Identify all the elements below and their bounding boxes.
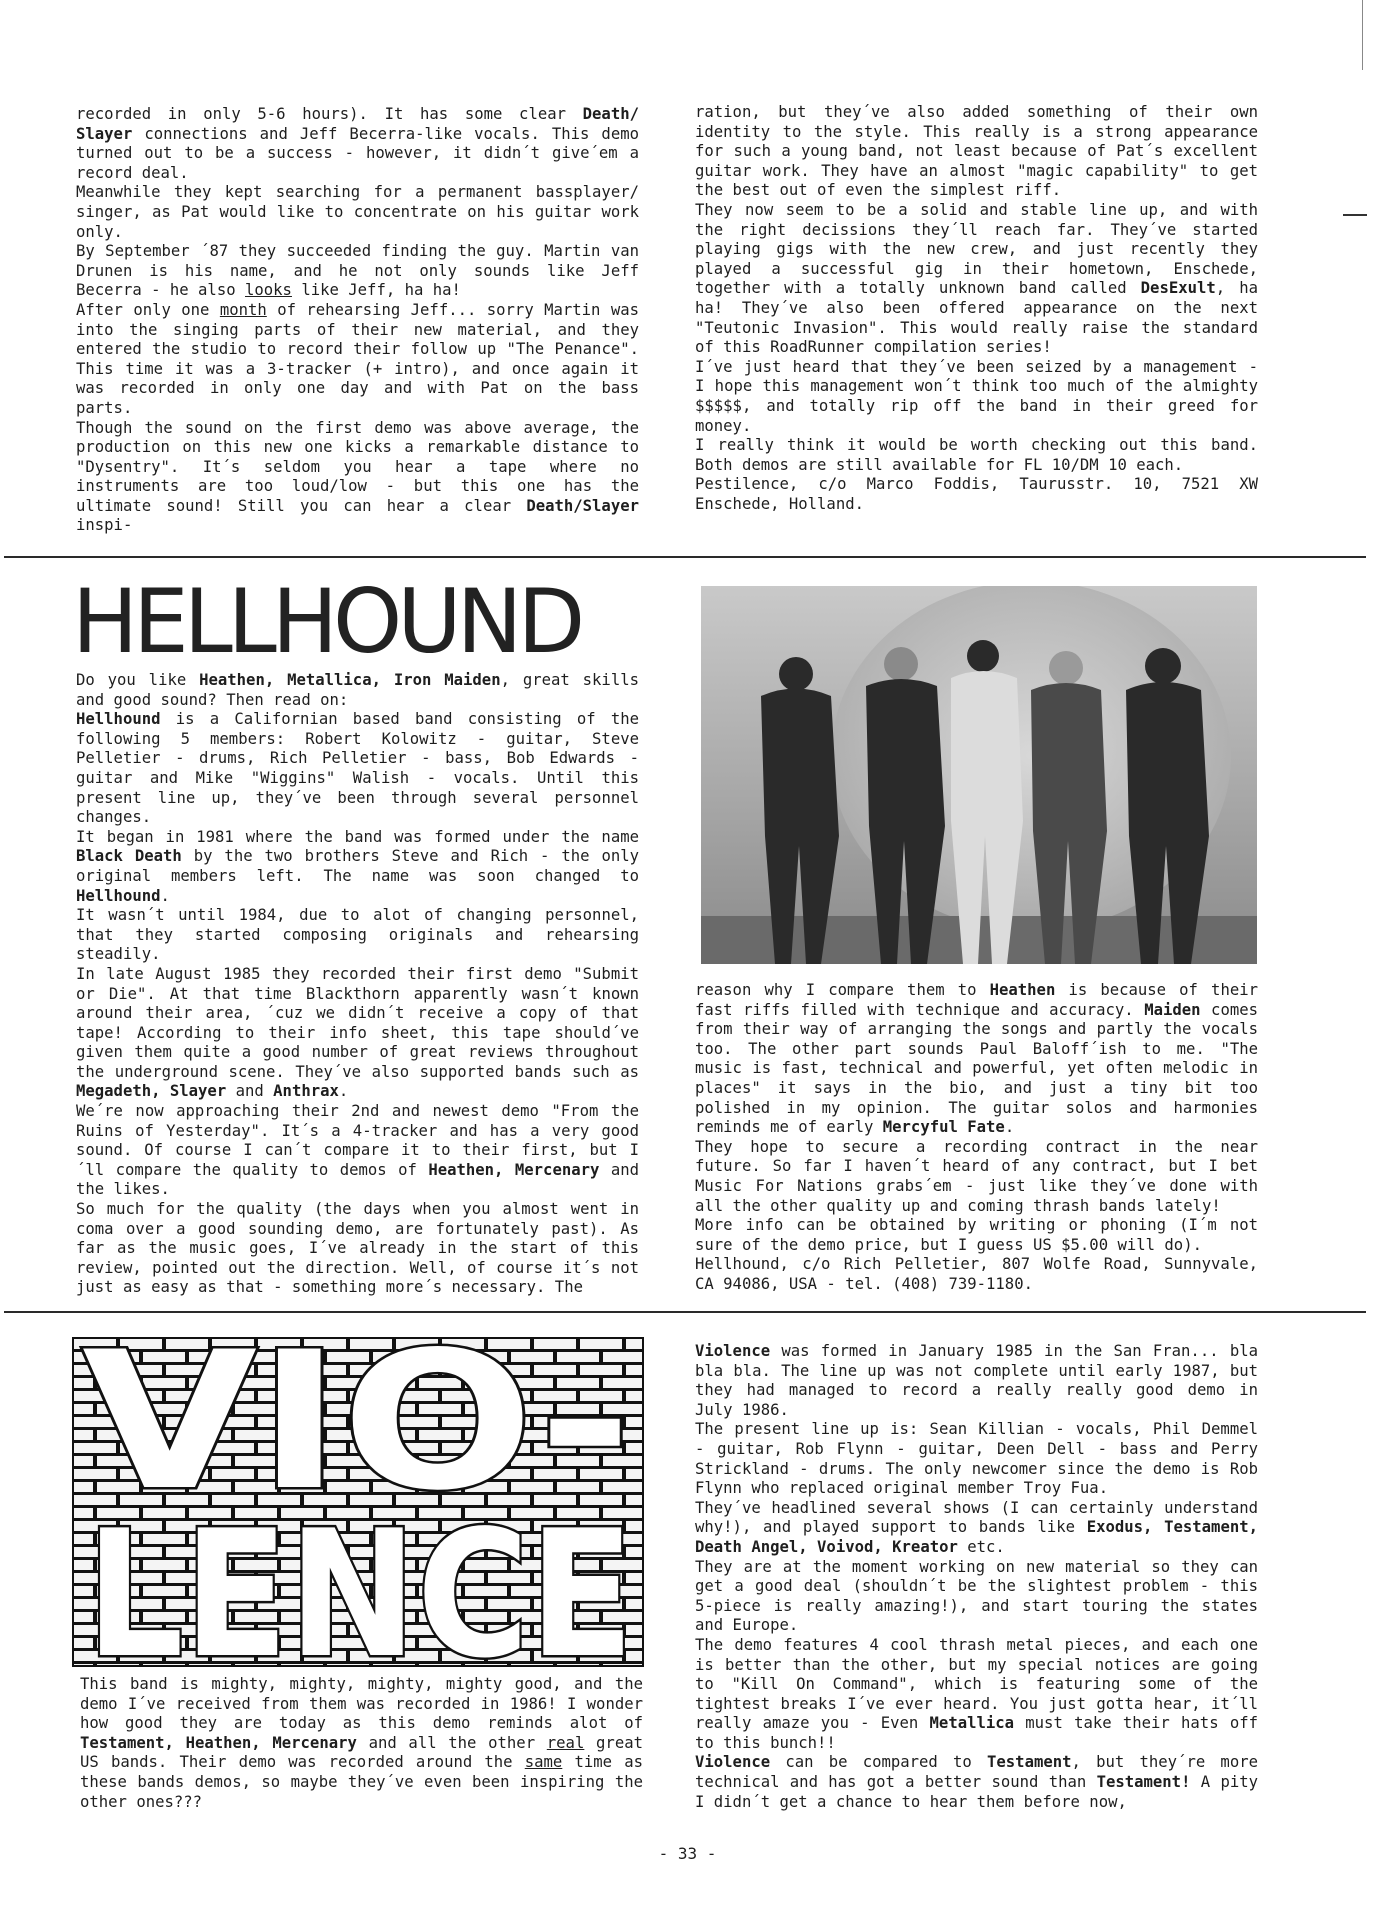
paragraph <box>76 1200 639 1298</box>
band-name: Mercyful Fate <box>882 1118 1005 1137</box>
paragraph <box>76 105 639 183</box>
text-run: and <box>226 1082 274 1101</box>
paragraph <box>76 183 639 242</box>
paragraph <box>695 1558 1258 1636</box>
paragraph <box>76 242 639 301</box>
text-run: This band is mighty, mighty, mighty, mighty good, and the demo I´ve received from them was recorded in 1986! I wonder how good they are today as this demo reminds alot of <box>80 1675 643 1733</box>
text-run: They now seem to be a solid and stable line up, and with the right decissions they´ll reach far. They´ve started playing gigs with the new crew, and just recently they played a successful gig in their hometown, Enschede, together with a totally unknown band called <box>695 200 1258 298</box>
scan-edge-mark <box>1343 214 1367 216</box>
violence-logo-image <box>72 1337 644 1667</box>
text-run: etc. <box>957 1537 1005 1556</box>
text-run: We´re now approaching their 2nd and newest demo "From the Ruins of Yesterday". It´s a 4-tracker and has a very good sound. Of course I can´t compare it to their first, but I´ll compare the quality to demos of <box>76 1102 639 1179</box>
underlined-word: real <box>546 1733 585 1752</box>
paragraph <box>76 1102 639 1200</box>
paragraph <box>76 671 639 710</box>
text-run: was formed in January 1985 in the San Fran... bla bla bla. The line up was not complete until early 1987, but they had managed to record a really really good demo in July 1986. <box>695 1342 1258 1419</box>
paragraph <box>76 301 639 419</box>
text-run: great US bands. Their demo was recorded around the <box>80 1733 643 1772</box>
band-name: Hellhound <box>76 886 161 905</box>
violence-review-right-column <box>695 1342 1258 1812</box>
text-run: Though the sound on the first demo was above average, the production on this new one kicks a remarkable distance to "Dysentry". It´s seldom you hear a tape where no instruments are too loud/low - but this one has the ultimate sound! Still you can hear a clear <box>76 418 639 515</box>
band-name: Heathen, Mercenary <box>428 1160 600 1179</box>
text-run: is because of their fast riffs filled with technique and accuracy. <box>695 981 1258 1019</box>
text-run: , great skills and good sound? Then read on: <box>76 671 639 709</box>
text-run: In late August 1985 they recorded their first demo "Submit or Die". At that time Blackthorn apparently wasn´t known around their area, ´cuz we didn´t receive a copy of that tape! According to their info sheet, this tape should´ve given them quite a good number of great reviews throughout the underground scene. They´ve also supported bands such as <box>76 964 639 1081</box>
band-name: Testament <box>987 1753 1072 1772</box>
band-name: Violence <box>695 1753 771 1772</box>
band-photo-image <box>701 586 1257 964</box>
text-run: More info can be obtained by writing or phoning (I´m not sure of the demo price, but I guess US $5.00 will do). <box>695 1216 1258 1254</box>
text-run: Pestilence, c/o Marco Foddis, Taurusstr. 10, 7521 XW Enschede, Holland. <box>695 475 1258 513</box>
paragraph <box>80 1675 643 1812</box>
text-run: , ha ha! They´ve also been offered appearance on the next "Teutonic Invasion". This would really raise the standard of this RoadRunner compilation series! <box>695 279 1258 357</box>
text-run: , but they´re more technical and has got a better sound than <box>695 1753 1258 1792</box>
paragraph <box>695 1342 1258 1420</box>
paragraph <box>695 1420 1258 1498</box>
paragraph <box>695 1753 1258 1812</box>
text-run: connections and Jeff Becerra-like vocals. This demo turned out to be a success - however, it didn´t give´em a record deal. <box>76 124 639 182</box>
text-run: can be compared to <box>770 1753 988 1772</box>
text-run: . <box>1004 1118 1015 1137</box>
section-divider <box>4 556 1366 558</box>
paragraph <box>695 1636 1258 1754</box>
hellhound-heading: HELLHOUND <box>72 570 581 673</box>
paragraph <box>695 1255 1258 1294</box>
text-run: and all the other <box>356 1733 547 1752</box>
text-run: So much for the quality (the days when you almost went in coma over a good sounding demo, are fortunately past). As far as the music goes, I´ve already in the start of this review, pointed out the direction. Well, of course it´s not just as easy as that - something more´s necessary. The <box>76 1200 639 1297</box>
scan-edge-line <box>1362 0 1363 70</box>
violence-logo-line1: VIO- <box>82 1337 632 1532</box>
page-number: - 33 - <box>658 1844 717 1863</box>
band-name: Hellhound <box>76 710 161 729</box>
section-divider <box>4 1311 1366 1313</box>
paragraph <box>695 1216 1258 1255</box>
pestilence-review-left-column <box>76 105 639 536</box>
paragraph <box>76 906 639 965</box>
band-name: Heathen <box>989 981 1056 999</box>
text-run: of rehearsing Jeff... sorry Martin was into the singing parts of their new material, and they entered the studio to record their follow up "The Penance". This time it was a 3-tracker (+ intro), and once again it was recorded in only one day and with Pat on the bass parts. <box>76 300 639 417</box>
band-name: DesExult <box>1140 279 1216 298</box>
band-name: Violence <box>695 1342 771 1360</box>
text-run: like Jeff, ha ha! <box>291 281 461 300</box>
paragraph <box>695 1499 1258 1558</box>
text-run: and the likes. <box>76 1160 639 1199</box>
text-run: is a Californian based band consisting of the following 5 members: Robert Kolowitz - guitar, Steve Pelletier - drums, Rich Pelletier - bass, Bob Edwards - guitar and Mike "Wiggins" Walish - vocals. Until this present line up, they´ve been through several personnel changes. <box>76 710 639 827</box>
text-run: Do you like <box>76 671 200 689</box>
text-run: inspi- <box>76 516 133 535</box>
paragraph <box>695 475 1258 514</box>
text-run: time as these bands demos, so maybe they´ve even been inspiring the other ones??? <box>80 1753 643 1811</box>
violence-logo <box>72 1337 644 1667</box>
paragraph <box>695 201 1258 358</box>
text-run: comes from their way of arranging the songs and partly the vocals too. The other part sounds Paul Baloff´ish to me. "The music is fast, technical and powerful, yet often melodic in places" it says in the bio, and just a tiny bit too polished in my opinion. The guitar solos and harmonies reminds me of early <box>695 1000 1258 1137</box>
paragraph <box>76 828 639 906</box>
underlined-word: looks <box>245 281 292 300</box>
text-run: The present line up is: Sean Killian - vocals, Phil Demmel - guitar, Rob Flynn - guitar, Deen Dell - bass and Perry Strickland - drums. The only newcomer since the demo is Rob Flynn who replaced original member Troy Fua. <box>695 1420 1258 1498</box>
text-run: reason why I compare them to <box>695 981 990 999</box>
text-run: It began in 1981 where the band was formed under the name <box>76 827 639 846</box>
text-run: . <box>338 1082 349 1101</box>
text-run: Hellhound, c/o Rich Pelletier, 807 Wolfe Road, Sunnyvale, CA 94086, USA - tel. (408) 739-1180. <box>695 1255 1258 1293</box>
text-run: I really think it would be worth checking out this band. Both demos are still available for FL 10/DM 10 each. <box>695 436 1258 474</box>
paragraph <box>695 436 1258 475</box>
text-run: recorded in only 5-6 hours). It has some clear <box>76 105 583 123</box>
pestilence-review-right-column <box>695 103 1258 514</box>
band-name: Death/ Slayer <box>76 105 639 143</box>
text-run: They hope to secure a recording contract in the near future. So far I haven´t heard of any contract, but I bet Music For Nations grabs´em - just like they´ve done with all the other quality up and coming thrash bands lately! <box>695 1137 1258 1215</box>
paragraph <box>76 419 639 537</box>
paragraph <box>76 710 639 828</box>
text-run: I´ve just heard that they´ve been seized by a management - I hope this management won´t think too much of the almighty $$$$$, and totally rip off the band in their greed for money. <box>695 357 1258 435</box>
text-run: By September ´87 they succeeded finding the guy. Martin van Drunen is his name, and he not only sounds like Jeff Becerra - he also <box>76 242 639 300</box>
text-run: They are at the moment working on new material so they can get a good deal (shouldn´t be the slightest problem - this 5-piece is really amazing!), and start touring the states and Europe. <box>695 1557 1258 1635</box>
text-run: The demo features 4 cool thrash metal pieces, and each one is better than the other, but my special notices are going to "Kill On Command", which is featuring some of the tightest breaks I´ve ever heard. You just gotta hear, it´ll really amaze you - Even <box>695 1635 1258 1733</box>
text-run: It wasn´t until 1984, due to alot of changing personnel, that they started composing originals and rehearsing steadily. <box>76 906 639 964</box>
underlined-word: month <box>219 300 267 319</box>
text-run: Meanwhile they kept searching for a permanent bassplayer/ singer, as Pat would like to concentrate on his guitar work only. <box>76 183 639 241</box>
band-name: Death/Slayer <box>526 496 639 515</box>
paragraph <box>695 1138 1258 1216</box>
text-run: . <box>160 886 170 905</box>
paragraph <box>695 981 1258 1138</box>
band-photo <box>701 586 1257 964</box>
band-name: Heathen, Metallica, Iron Maiden <box>199 671 501 689</box>
violence-logo-line2: LENCE <box>86 1494 634 1667</box>
underlined-word: same <box>524 1753 563 1772</box>
band-name: Black Death <box>76 847 182 866</box>
band-name: Metallica <box>929 1714 1015 1733</box>
paragraph <box>76 965 639 1102</box>
text-run: by the two brothers Steve and Rich - the only original members left. The name was soon changed to <box>76 847 639 885</box>
text-run: must take their hats off to this bunch!! <box>695 1714 1258 1752</box>
text-run: After only one <box>76 300 220 319</box>
paragraph <box>695 358 1258 436</box>
band-name: Megadeth, Slayer <box>76 1082 227 1101</box>
band-name: Testament, Heathen, Mercenary <box>80 1733 357 1752</box>
paragraph <box>695 103 1258 201</box>
band-name: Testament! <box>1096 1773 1191 1792</box>
hellhound-review-left-column <box>76 671 639 1298</box>
band-name: Exodus, Testament, Death Angel, Voivod, Kreator <box>695 1518 1258 1556</box>
band-name: Anthrax <box>273 1082 339 1101</box>
band-name: Maiden <box>1144 1000 1201 1019</box>
text-run: ration, but they´ve also added something of their own identity to the style. This really is a strong appearance for such a young band, not least because of Pat´s excellent guitar work. They have an almost "magic capability" to get the best out of even the simplest riff. <box>695 103 1258 200</box>
text-run: They´ve headlined several shows (I can certainly understand why!), and played support to bands like <box>695 1498 1258 1537</box>
violence-review-left-column <box>80 1675 643 1812</box>
hellhound-review-right-column <box>695 981 1258 1295</box>
text-run: A pity I didn´t get a chance to hear them before now, <box>695 1773 1259 1811</box>
